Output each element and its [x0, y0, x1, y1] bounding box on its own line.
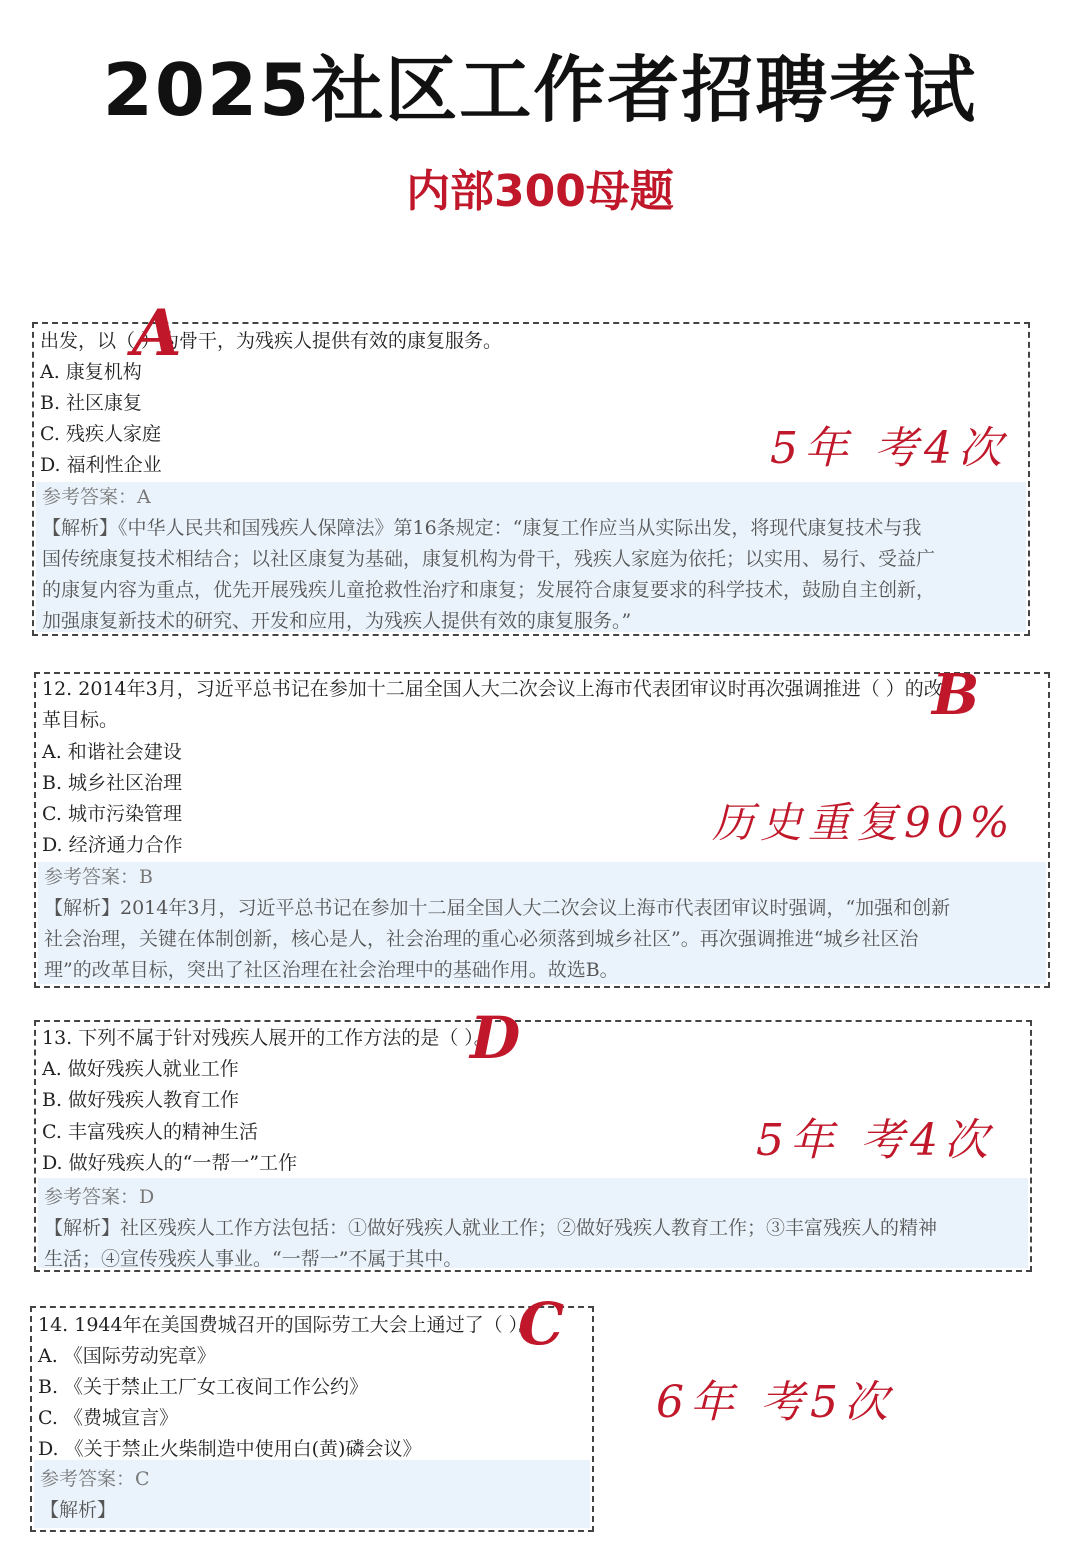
- option-d: D. 《关于禁止火柴制造中使用白(黄)磷会议》: [38, 1438, 422, 1460]
- reference-answer: 参考答案：A: [42, 486, 151, 508]
- analysis-line: 生活；④宣传残疾人事业。“一帮一”不属于其中。: [44, 1248, 463, 1270]
- reference-answer: 参考答案：C: [40, 1468, 150, 1490]
- option-c: C. 城市污染管理: [42, 803, 182, 825]
- option-d: D. 福利性企业: [40, 454, 162, 476]
- handwritten-answer: C: [518, 1290, 565, 1358]
- handwritten-answer: A: [132, 296, 182, 371]
- option-b: B. 《关于禁止工厂女工夜间工作公约》: [38, 1376, 369, 1398]
- option-d: D. 做好残疾人的“一帮一”工作: [42, 1152, 298, 1174]
- question-card-14: [30, 1306, 594, 1532]
- question-stem: 13. 下列不属于针对残疾人展开的工作方法的是（ ）。: [42, 1027, 493, 1049]
- question-stem: 12. 2014年3月，习近平总书记在参加十二届全国人大二次会议上海市代表团审议时再次强调推进（ ）的改: [42, 678, 943, 700]
- answer-area: [34, 1460, 590, 1528]
- option-a: A. 和谐社会建设: [42, 741, 182, 763]
- handwritten-answer: D: [470, 1004, 521, 1072]
- analysis-line: 【解析】《中华人民共和国残疾人保障法》第16条规定：“康复工作应当从实际出发，将现代康复技术与我: [42, 517, 922, 539]
- analysis-line: 社会治理，关键在体制创新，核心是人，社会治理的重心必须落到城乡社区”。再次强调推进“城乡社区治: [44, 928, 919, 950]
- option-a: A. 做好残疾人就业工作: [42, 1058, 239, 1080]
- analysis-line: 国传统康复技术相结合；以社区康复为基础，康复机构为骨干，残疾人家庭为依托；以实用、易行、受益广: [42, 548, 936, 570]
- reference-answer: 参考答案：B: [44, 866, 153, 888]
- analysis-line: 【解析】社区残疾人工作方法包括：①做好残疾人就业工作；②做好残疾人教育工作；③丰富残疾人的精神: [44, 1217, 938, 1239]
- option-d: D. 经济通力合作: [42, 834, 183, 856]
- option-c: C. 《费城宣言》: [38, 1407, 178, 1429]
- option-a: A. 康复机构: [40, 361, 142, 383]
- question-stem: 革目标。: [42, 709, 119, 731]
- handwritten-answer: B: [932, 662, 980, 728]
- frequency-note: 5年 考4次: [770, 423, 1008, 474]
- analysis-line: 加强康复新技术的研究、开发和应用，为残疾人提供有效的康复服务。”: [42, 610, 632, 632]
- answer-area: [38, 862, 1046, 984]
- frequency-note: 6年 考5次: [656, 1377, 894, 1428]
- frequency-note: 5年 考4次: [756, 1115, 994, 1166]
- option-c: C. 残疾人家庭: [40, 423, 161, 445]
- option-b: B. 社区康复: [40, 392, 143, 414]
- analysis-line: 【解析】2014年3月，习近平总书记在参加十二届全国人大二次会议上海市代表团审议时强调，“加强和创新: [44, 897, 951, 919]
- option-c: C. 丰富残疾人的精神生活: [42, 1121, 258, 1143]
- option-b: B. 城乡社区治理: [42, 772, 183, 794]
- reference-answer: 参考答案：D: [44, 1186, 155, 1208]
- answer-area: [38, 1178, 1028, 1268]
- analysis-line: 的康复内容为重点，优先开展残疾儿童抢救性治疗和康复；发展符合康复要求的科学技术，鼓励自主创新，: [42, 579, 936, 601]
- analysis-line: 理”的改革目标，突出了社区治理在社会治理中的基础作用。故选B。: [44, 959, 619, 981]
- question-stem: 14. 1944年在美国费城召开的国际劳工大会上通过了（ ）。: [38, 1314, 538, 1336]
- page-title: 2025社区工作者招聘考试: [102, 48, 978, 132]
- option-b: B. 做好残疾人教育工作: [42, 1089, 240, 1111]
- answer-area: [36, 482, 1026, 632]
- question-stem: 出发，以（ ）为骨干，为残疾人提供有效的康复服务。: [40, 330, 503, 352]
- frequency-note: 历史重复90%: [712, 798, 1016, 847]
- option-a: A. 《国际劳动宪章》: [38, 1345, 216, 1367]
- analysis-line: 【解析】: [40, 1499, 117, 1521]
- page-subtitle: 内部300母题: [406, 166, 674, 217]
